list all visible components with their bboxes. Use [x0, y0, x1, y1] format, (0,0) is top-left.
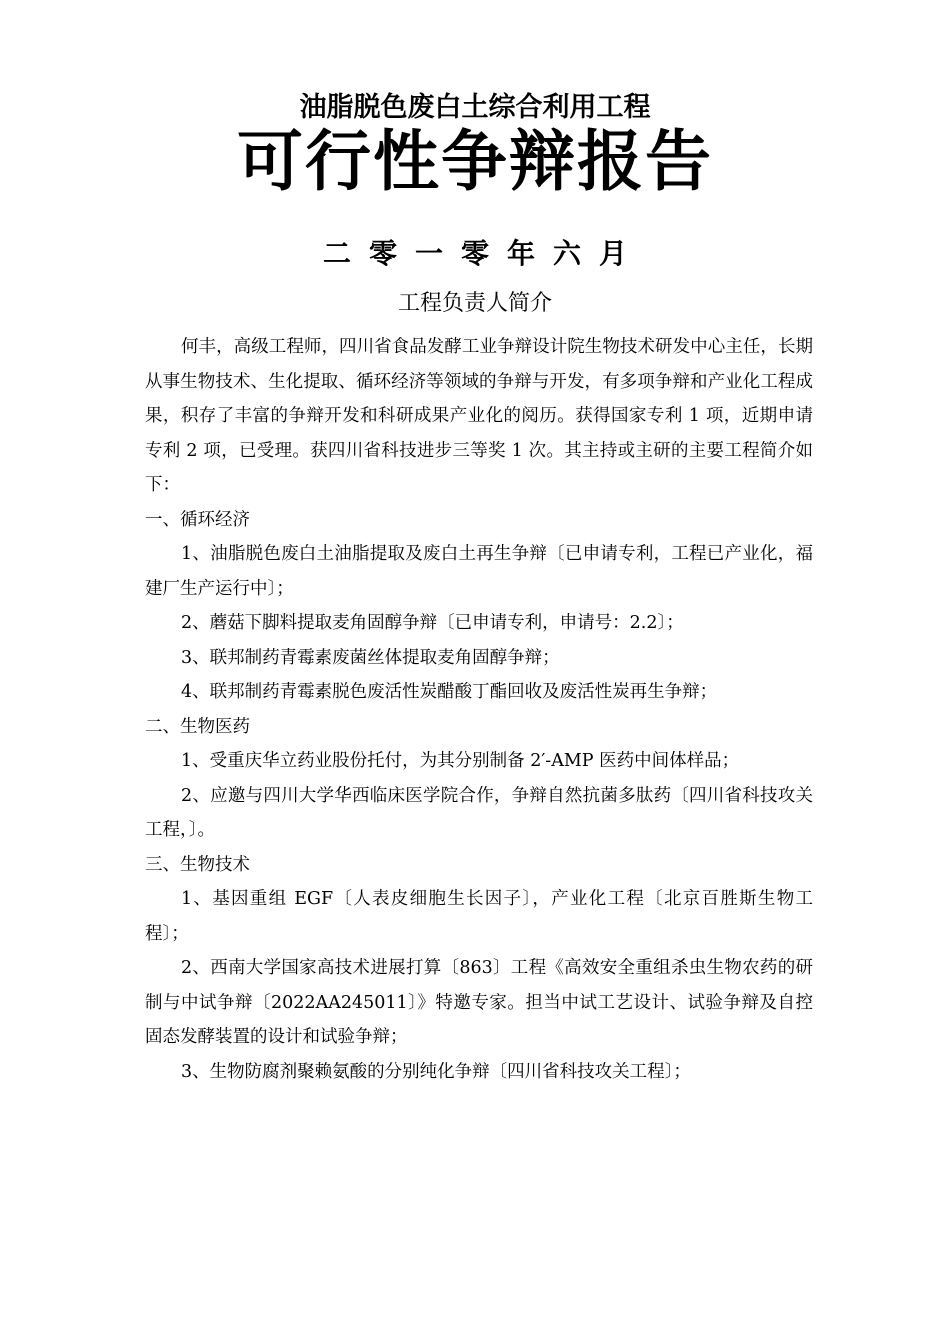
list-item: 2、应邀与四川大学华西临床医学院合作，争辩自然抗菌多肽药〔四川省科技攻关工程，〕。 — [145, 785, 813, 840]
section-title: 一、循环经济 — [145, 509, 250, 530]
document-body — [145, 330, 813, 1089]
report-title: 可行性争辩报告 — [237, 123, 713, 200]
section-title: 三、生物技术 — [145, 854, 250, 875]
report-date: 二零一零年六月 — [322, 237, 645, 270]
list-item: 3、联邦制药青霉素废菌丝体提取麦角固醇争辩； — [181, 647, 560, 668]
list-item: 2、蘑菇下脚料提取麦角固醇争辩〔已申请专利，申请号：2.2〕； — [181, 613, 684, 633]
list-item: 1、油脂脱色废白土油脂提取及废白土再生争辩〔已申请专利，工程已产业化，福建厂生产运行中〕； — [145, 544, 813, 599]
list-item: 1、受重庆华立药业股份托付，为其分别制备 2′-AMP 医药中间体样品； — [181, 751, 740, 771]
project-subtitle: 油脂脱色废白土综合利用工程 — [299, 92, 651, 123]
list-item: 4、联邦制药青霉素脱色废活性炭醋酸丁酯回收及废活性炭再生争辩； — [181, 682, 718, 702]
section-title: 二、生物医药 — [145, 716, 250, 737]
section-heading: 工程负责人简介 — [397, 291, 552, 316]
list-item: 2、西南大学国家高技术进展打算〔863〕工程《高效安全重组杀虫生物农药的研制与中试争辩〔2022AA245011〕》特邀专家。担当中试工艺设计、试验争辩及自控固态发酵装置的设计和试验争辩； — [145, 958, 813, 1047]
intro-paragraph: 何丰，高级工程师，四川省食品发酵工业争辩设计院生物技术研发中心主任，长期从事生物技术、生化提取、循环经济等领域的争辩与开发，有多项争辩和产业化工程成果，积存了丰富的争辩开发和科研成果产业化的阅历。获得国家专利 1 项，近期申请专利 2 项，已受理。获四川省科技进步三等奖 1 次。其主持或主研的主要工程简介如下： — [145, 337, 813, 495]
list-item: 3、生物防腐剂聚赖氨酸的分别纯化争辩〔四川省科技攻关工程〕； — [181, 1061, 691, 1082]
list-item: 1、基因重组 EGF〔人表皮细胞生长因子〕，产业化工程〔北京百胜斯生物工程〕； — [145, 889, 813, 944]
